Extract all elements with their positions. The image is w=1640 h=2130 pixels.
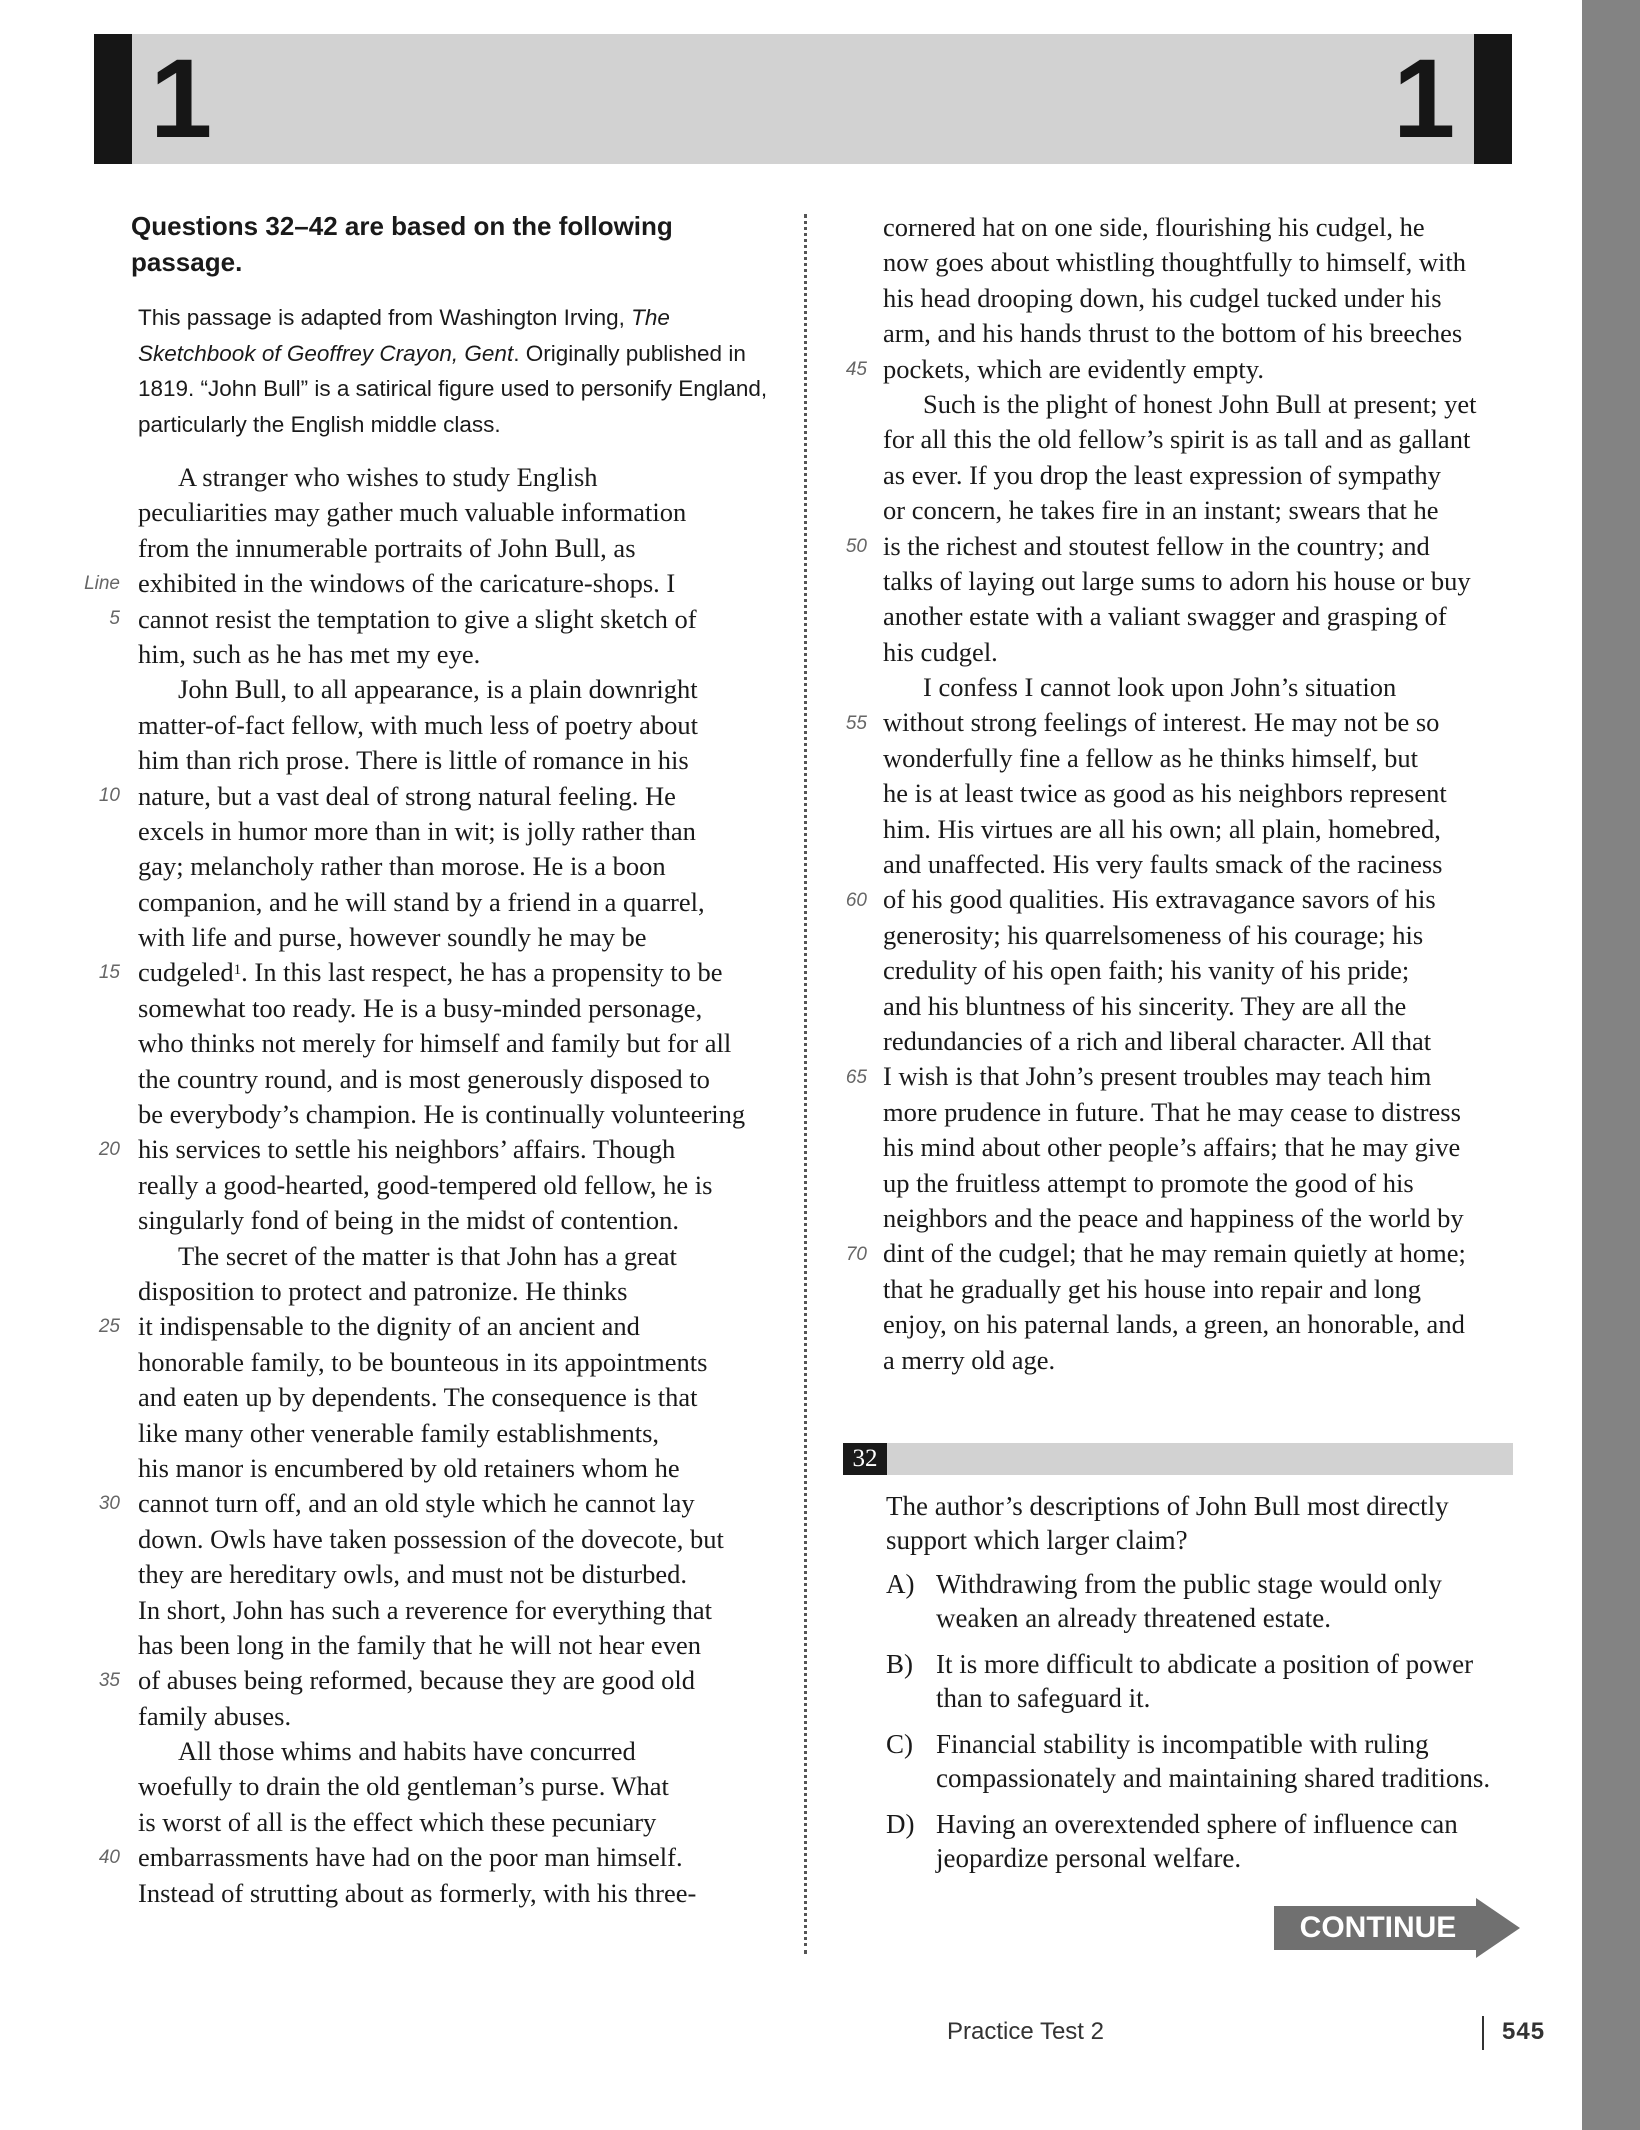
passage-line: credulity of his open faith; his vanity of his pride; [883,955,1410,986]
passage-line: has been long in the family that he will not hear even [138,1629,701,1660]
intro-suffix: . Originally published in 1819. “John Bull” is a satirical figure used to personify England, particularly the English middle class. [138,340,768,437]
passage-line: companion, and he will stand by a friend in a quarrel, [138,886,705,917]
passage-line: In short, John has such a reverence for everything that [138,1594,712,1625]
passage-line: The secret of the matter is that John has a great [178,1240,677,1271]
passage-line: arm, and his hands thrust to the bottom of his breeches [883,318,1463,349]
passage-heading-line: passage. [131,247,243,277]
intro-prefix: This passage is adapted from Washington Irving, [138,305,632,330]
passage-line: like many other venerable family establishments, [138,1417,660,1448]
choice-letter: C) [886,1729,913,1759]
passage-line: cannot resist the temptation to give a slight sketch of [138,603,697,634]
page-edge-strip [1582,0,1640,2130]
passage-line: embarrassments have had on the poor man himself. [138,1842,683,1873]
passage-line: him. His virtues are all his own; all plain, homebred, [883,813,1441,844]
passage-line: wonderfully fine a fellow as he thinks himself, but [883,742,1419,773]
passage-line: generosity; his quarrelsomeness of his courage; his [883,919,1424,950]
passage-column-left [138,460,778,1911]
passage-line: who thinks not merely for himself and family but for all [138,1028,732,1059]
passage-line: gay; melancholy rather than morose. He is a boon [138,851,666,882]
passage-line: really a good-hearted, good-tempered old fellow, he is [138,1169,713,1200]
line-number: 65 [845,1067,867,1088]
answer-choice-b[interactable] [886,1647,1526,1715]
footer-title: Practice Test 2 [947,2018,1104,2045]
passage-line-start: cudgeled [138,957,234,988]
passage-line: and eaten up by dependents. The consequence is that [138,1382,698,1413]
passage-line: somewhat too ready. He is a busy-minded personage, [138,992,703,1023]
answer-choice-c[interactable] [886,1727,1526,1795]
passage-line: as ever. If you drop the least expression of sympathy [883,459,1441,490]
line-number: 70 [845,1244,867,1265]
passage-line: excels in humor more than in wit; is jolly rather than [138,815,696,846]
passage-line: they are hereditary owls, and must not be disturbed. [138,1559,687,1590]
passage-line: and his bluntness of his sincerity. They are all the [883,990,1407,1021]
line-number: 55 [845,713,867,734]
passage-line-with-footnote [138,955,778,990]
passage-line: now goes about whistling thoughtfully to himself, with [883,247,1466,278]
passage-line-rest: . In this last respect, he has a propensity to be [241,957,723,988]
line-number: 25 [98,1316,120,1337]
passage-line: and unaffected. His very faults smack of the raciness [883,849,1443,880]
passage-line: redundancies of a rich and liberal character. All that [883,1025,1432,1056]
passage-line: be everybody’s champion. He is continually volunteering [138,1099,746,1130]
passage-line: dint of the cudgel; that he may remain quietly at home; [883,1238,1466,1269]
passage-line: he is at least twice as good as his neighbors represent [883,778,1447,809]
passage-line: nature, but a vast deal of strong natural feeling. He [138,780,676,811]
answer-choice-d[interactable] [886,1807,1526,1875]
choice-text: It is more difficult to abdicate a position of power than to safeguard it. [936,1649,1474,1713]
passage-line: cornered hat on one side, flourishing his cudgel, he [883,212,1425,242]
question-number: 32 [843,1443,887,1475]
passage-line: him, such as he has met my eye. [138,638,481,669]
choice-letter: A) [886,1569,915,1599]
passage-line: another estate with a valiant swagger and grasping of [883,601,1447,632]
header-bar-right [1474,34,1512,164]
passage-line: is worst of all is the effect which these pecuniary [138,1806,657,1837]
line-number: 60 [845,890,867,911]
passage-line: the country round, and is most generously disposed to [138,1063,710,1094]
continue-label: CONTINUE [1299,1911,1457,1944]
section-header [94,34,1512,164]
passage-line: his manor is encumbered by old retainers whom he [138,1452,680,1483]
passage-heading-line: Questions 32–42 are based on the following [131,211,673,241]
passage-line: is the richest and stoutest fellow in the country; and [883,530,1430,561]
choice-letter: B) [886,1649,913,1679]
passage-line: of his good qualities. His extravagance savors of his [883,884,1436,915]
passage-line: cannot turn off, and an old style which he cannot lay [138,1488,695,1519]
line-number: 50 [845,536,867,557]
passage-line: pockets, which are evidently empty. [883,353,1264,384]
passage-line: All those whims and habits have concurred [178,1736,636,1767]
passage-line: up the fruitless attempt to promote the good of his [883,1167,1414,1198]
passage-line: talks of laying out large sums to adorn his house or buy [883,565,1471,596]
passage-line: peculiarities may gather much valuable information [138,497,687,528]
footnote-marker: 1 [233,962,242,979]
passage-line: enjoy, on his paternal lands, a green, an honorable, and [883,1309,1465,1340]
passage-line: more prudence in future. That he may cease to distress [883,1096,1461,1127]
footer-separator [1482,2016,1484,2050]
intro-work-title: The Sketchbook of Geoffrey Crayon, Gent [138,305,670,366]
choice-text: Having an overextended sphere of influence can jeopardize personal welfare. [936,1809,1458,1873]
passage-line: neighbors and the peace and happiness of the world by [883,1202,1464,1233]
answer-choice-a[interactable] [886,1567,1526,1635]
passage-line: family abuses. [138,1700,292,1731]
line-number: 20 [98,1139,120,1160]
passage-line: disposition to protect and patronize. He thinks [138,1275,628,1306]
line-number: 10 [98,785,120,806]
passage-intro [138,300,778,442]
passage-line: for all this the old fellow’s spirit is as tall and as gallant [883,424,1471,455]
passage-line: singularly fond of being in the midst of contention. [138,1205,679,1236]
question-bar [843,1443,1513,1475]
passage-line: John Bull, to all appearance, is a plain downright [178,674,698,705]
passage-line: his services to settle his neighbors’ affairs. Though [138,1134,676,1165]
passage-line: down. Owls have taken possession of the dovecote, but [138,1523,724,1554]
passage-column-right [883,210,1518,1378]
passage-line: exhibited in the windows of the caricature-shops. I [138,568,676,599]
section-number-left: 1 [150,36,213,161]
question-stem: The author’s descriptions of John Bull most directly support which larger claim? [886,1491,1449,1555]
passage-line: Instead of strutting about as formerly, with his three- [138,1877,697,1908]
passage-line: it indispensable to the dignity of an ancient and [138,1311,640,1342]
continue-button[interactable] [1274,1898,1520,1958]
passage-line: without strong feelings of interest. He may not be so [883,707,1440,738]
line-number: 30 [98,1493,120,1514]
line-number: 40 [98,1847,120,1868]
passage-line: I wish is that John’s present troubles may teach him [883,1061,1432,1092]
passage-line: Such is the plight of honest John Bull at present; yet [923,388,1477,419]
passage-line: a merry old age. [883,1344,1056,1375]
section-number-right: 1 [1393,36,1456,161]
line-label-word: Line [84,573,120,594]
passage-line: his cudgel. [883,636,998,667]
passage-line: I confess I cannot look upon John’s situation [923,672,1397,703]
passage-line: woefully to drain the old gentleman’s purse. What [138,1771,669,1802]
passage-line: A stranger who wishes to study English [178,462,598,492]
passage-line: that he gradually get his house into repair and long [883,1273,1421,1304]
passage-line: him than rich prose. There is little of romance in his [138,745,689,776]
header-bar-left [94,34,132,164]
passage-heading [131,208,691,280]
passage-line: from the innumerable portraits of John Bull, as [138,532,636,563]
passage-line: with life and purse, however soundly he may be [138,922,647,953]
line-number: 45 [845,359,867,380]
choice-text: Financial stability is incompatible with ruling compassionately and maintaining shared traditions. [936,1729,1491,1793]
choice-letter: D) [886,1809,915,1839]
answer-choices [886,1567,1526,1887]
choice-text: Withdrawing from the public stage would only weaken an already threatened estate. [936,1569,1442,1633]
passage-line: honorable family, to be bounteous in its appointments [138,1346,708,1377]
passage-line: matter-of-fact fellow, with much less of poetry about [138,709,698,740]
passage-line: or concern, he takes fire in an instant; swears that he [883,495,1439,526]
passage-line: his mind about other people’s affairs; that he may give [883,1132,1461,1163]
line-number: 15 [98,962,120,983]
passage-line: of abuses being reformed, because they are good old [138,1665,696,1696]
line-number: 5 [109,608,120,629]
line-number: 35 [98,1670,120,1691]
passage-line: his head drooping down, his cudgel tucked under his [883,282,1442,313]
page-number: 545 [1502,2018,1546,2045]
